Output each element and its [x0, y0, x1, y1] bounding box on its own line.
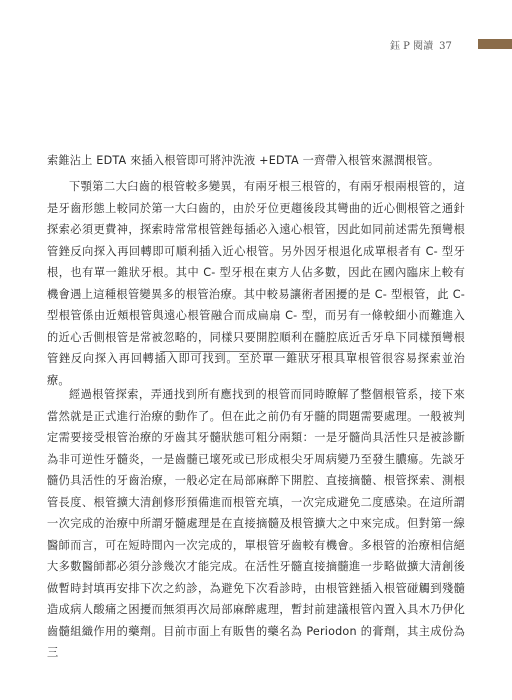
- paragraph-continued: 索錐沾上 EDTA 來插入根管即可將沖洗液 +EDTA 一齊帶入根管來濕潤根管。: [47, 154, 440, 167]
- running-title: 鈺 P 閱讀: [390, 41, 434, 52]
- header-accent-bar: [478, 39, 512, 49]
- page-number: 37: [439, 41, 452, 52]
- header-text: [390, 37, 452, 52]
- section-divider: [160, 351, 352, 352]
- paragraph-mandibular-second-molar: 下顎第二大臼齒的根管較多變異，有兩牙根三根管的，有兩牙根兩根管的，這是牙齒形態上較同於第一大臼齒的，由於牙位更趨後段其彎曲的近心側根管之通針探索必須更費神，探索時常常根管銼每插必入遠心根管，因此如同前述需先預彎根管銼反向探入再回轉即可順利插入近心根管。另外因牙根退化成單根者有 C- 型牙根，也有單一錐狀牙根。其中 C- 型牙根在東方人佔多數，因此在國內臨床上較有機會遇上這種根管變異多的根管治療。其中較易讓術者困擾的是 C- 型根管，此 C- 型根管係由近頰根管與遠心根管融合而成扁扇 C- 型，而另有一條較細小而難進入的近心舌側根管是常被忽略的，同樣只要開腔順利在髓腔底近舌牙阜下同樣預彎根管銼反向探入再回轉插入即可找到。至於單一錐狀牙根具單根管很容易探索並治療。: [47, 180, 465, 387]
- paragraph-pulp-treatment: 經過根管探索，弄通找到所有應找到的根管而同時瞭解了整個根管系，接下來當然就是正式進行治療的動作了。但在此之前仍有牙髓的問題需要處理。一般被判定需要接受根管治療的牙齒其牙髓狀態可粗分兩類：一是牙髓尚具活性只是被診斷為非可逆性牙髓炎，一是齒髓已壞死或已形成根尖牙周病變乃至發生膿瘍。先談牙髓仍具活性的牙齒治療，一般必定在局部麻醉下開腔、直接摘髓、根管探索、測根管長度、根管擴大清創修形預備進而根管充填，一次完成避免二度感染。在這所謂一次完成的治療中所謂牙髓處理是在直接摘髓及根管擴大之中來完成。但對第一線醫師而言，可在短時間內一次完成的，單根管牙齒較有機會。多根管的治療相信絕大多數醫師都必須分診幾次才能完成。在活性牙髓直接摘髓進一步略做擴大清創後做暫時封填再安排下次之約診，為避免下次看診時，由根管銼插入根管碰觸到殘髓造成病人酸痛之困擾而無須再次局部麻醉處理，暫封前建議根管內置入具木乃伊化齒髓組織作用的藥劑。目前市面上有販售的藥名為 Periodon 的膏劑，其主成份為三: [47, 388, 465, 659]
- running-header: [0, 36, 512, 56]
